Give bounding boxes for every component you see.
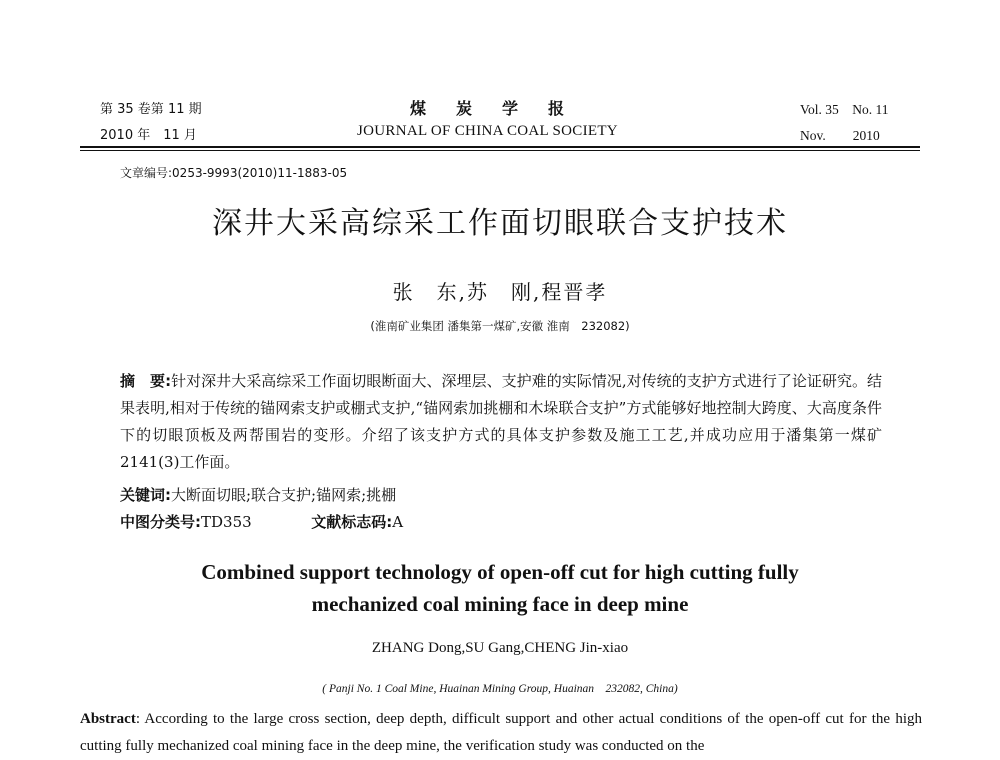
title-en-line1: Combined support technology of open-off cut for high cutting fully	[201, 560, 799, 584]
abstract-cn-text: 针对深井大采高综采工作面切眼断面大、深埋层、支护难的实际情况,对传统的支护方式进行了论证研究。结果表明,相对于传统的锚网索支护或棚式支护,“锚网索加挑棚和木垛联合支护”方式能够好地控制大跨度、大高度条件下的切眼顶板及两帮围岩的变形。介绍了该支护方式的具体支护参数及施工工艺,并成功应用于潘集第一煤矿 2141(3)工作面。	[120, 372, 882, 471]
clc-label: 中图分类号:	[120, 513, 201, 531]
header-rule-thin	[80, 150, 920, 151]
article-number: 文章编号:0253-9993(2010)11-1883-05	[120, 166, 348, 180]
keywords-cn	[120, 484, 396, 505]
abstract-cn	[120, 368, 882, 476]
authors-en: ZHANG Dong,SU Gang,CHENG Jin-xiao	[371, 640, 629, 656]
date-en: Nov. 2010	[800, 128, 880, 143]
authors-cn: 张 东,苏 刚,程晋孝	[392, 280, 608, 304]
affiliation-cn: (淮南矿业集团 潘集第一煤矿,安徽 淮南 232082)	[370, 319, 630, 333]
keywords-cn-label: 关键词:	[120, 486, 171, 504]
affiliation-en: ( Panji No. 1 Coal Mine, Huainan Mining Group, Huainan 232082, China)	[322, 683, 678, 695]
date-cn: 2010 年 11 月	[100, 128, 197, 143]
journal-name-cn: 煤炭学报	[410, 99, 595, 118]
journal-name-en: JOURNAL OF CHINA COAL SOCIETY	[357, 123, 618, 139]
volume-issue-en: Vol. 35 No. 11	[800, 102, 889, 117]
doc-code-label: 文献标志码:	[311, 513, 393, 531]
abstract-cn-label: 摘 要:	[120, 372, 172, 390]
abstract-en-text: : According to the large cross section, deep depth, difficult support and other actual conditions of the open-off cut for the high cutting fully mechanized coal mining face in the deep mine, the verification study was conducted on the	[80, 711, 922, 754]
header-rule-thick	[80, 146, 920, 148]
volume-issue-cn: 第 35 卷第 11 期	[100, 102, 202, 117]
title-en-line2: mechanized coal mining face in deep mine	[311, 592, 689, 616]
abstract-en	[80, 706, 922, 760]
abstract-en-label: Abstract	[80, 711, 136, 727]
clc-value: TD353	[201, 513, 252, 531]
doc-code-value: A	[392, 513, 404, 531]
keywords-cn-text: 大断面切眼;联合支护;锚网索;挑棚	[171, 486, 397, 504]
classification-line	[120, 511, 403, 532]
title-cn: 深井大采高综采工作面切眼联合支护技术	[212, 206, 788, 241]
